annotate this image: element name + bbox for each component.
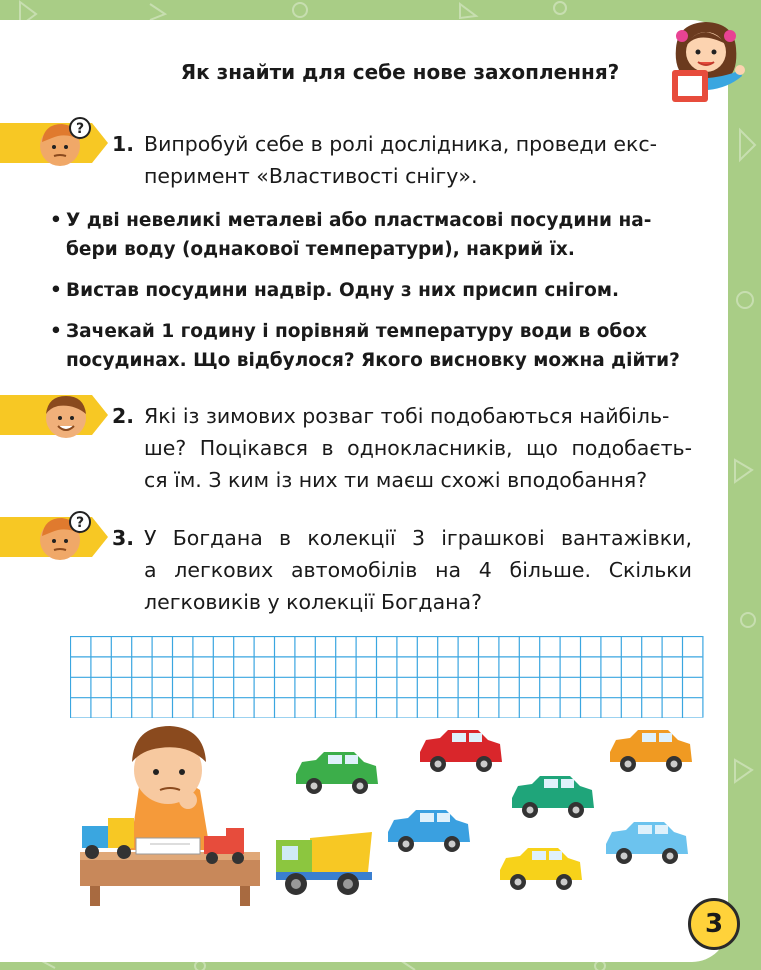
page-number-badge: 3: [688, 898, 740, 950]
thinking-boy-question-icon: [36, 114, 92, 170]
task-number: 1.: [112, 132, 135, 156]
list-item: • У дві невеликі металеві або пластмасові посудини на- бери воду (однакової температури), накрий їх.: [50, 206, 700, 264]
task-line: Випробуй себе в ролі дослідника, проведи екс-: [144, 132, 658, 156]
task-line: а легкових автомобілів на 4 більше. Скільки: [144, 558, 692, 582]
task-line: ше? Поцікався в однокласників, що подобаєть-: [144, 436, 692, 460]
task-line: ся їм. З ким із них ти маєш схожі вподобання?: [144, 468, 648, 492]
answer-grid[interactable]: [70, 636, 704, 718]
experiment-steps: [50, 206, 700, 387]
smiling-boy-icon: [38, 388, 94, 444]
svg-text:?: ?: [75, 121, 85, 137]
task-number: 2.: [112, 404, 135, 428]
task-number: 3.: [112, 526, 135, 550]
task-line: перимент «Властивості снігу».: [144, 164, 478, 188]
list-item: • Вистав посудини надвір. Одну з них присип снігом.: [50, 276, 700, 305]
thinking-boy-question-icon: [36, 508, 92, 564]
list-item: • Зачекай 1 годину і порівняй температуру води в обох посудинах. Що відбулося? Якого висновку можна дійти?: [50, 317, 700, 375]
page-title: Як знайти для себе нове захоплення?: [180, 60, 620, 84]
task-line: Які із зимових розваг тобі подобаються найбіль-: [144, 404, 670, 428]
girl-reading-icon: [668, 18, 746, 104]
task-line: легковиків у колекції Богдана?: [144, 590, 482, 614]
task-line: У Богдана в колекції 3 іграшкові вантажівки,: [144, 526, 692, 550]
svg-text:?: ?: [75, 515, 85, 531]
